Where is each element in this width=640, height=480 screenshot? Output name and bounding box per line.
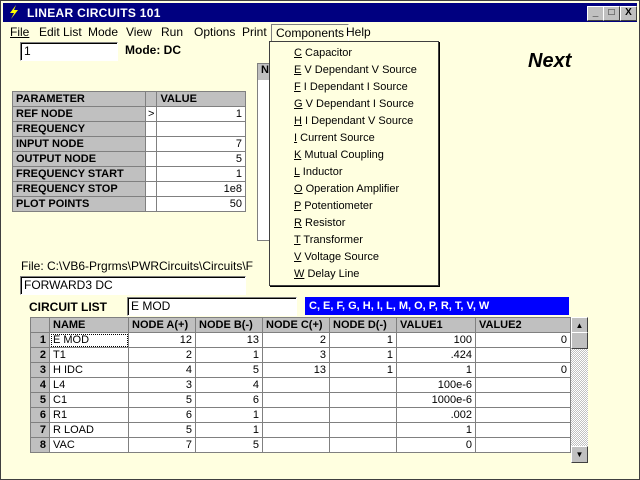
parameter-table [12,91,246,212]
scroll-thumb[interactable] [571,332,588,349]
table-row[interactable]: FREQUENCY STOP 1e8 [13,182,246,197]
hidden-panel-header: N [258,64,272,80]
minimize-button[interactable]: _ [587,6,604,21]
table-row[interactable]: 2 T1 2 1 3 1 .424 [31,348,571,363]
menu-help[interactable]: Help [346,25,371,39]
menu-item-mutual-coupling[interactable]: K Mutual Coupling [294,149,384,161]
param-header: PARAMETER [13,92,146,107]
table-row[interactable]: 5 C1 5 6 1000e-6 [31,393,571,408]
menu-item-inductor[interactable]: L Inductor [294,166,343,178]
circuit-current-field[interactable] [127,297,297,316]
close-button[interactable]: X [620,6,637,21]
table-scrollbar[interactable] [571,317,588,463]
menu-edit-list[interactable]: Edit List [39,25,82,39]
components-dropdown [269,41,439,286]
menu-item-current-source[interactable]: I Current Source [294,132,375,144]
menu-bar [1,23,639,41]
circuit-current-value: E MOD [131,299,171,313]
table-row[interactable]: FREQUENCY START 1 [13,167,246,182]
table-row[interactable]: 3 H IDC 4 5 13 1 1 0 [31,363,571,378]
table-row[interactable]: PLOT POINTS 50 [13,197,246,212]
menu-item-vdvs[interactable]: E V Dependant V Source [294,64,417,76]
file-name-value: FORWARD3 DC [24,278,113,292]
node-input-value: 1 [24,44,31,58]
menu-view[interactable]: View [126,25,152,39]
menu-item-idis[interactable]: F I Dependant I Source [294,81,408,93]
menu-run[interactable]: Run [161,25,184,39]
title-bar [3,3,637,22]
table-row[interactable]: 6 R1 6 1 .002 [31,408,571,423]
table-row[interactable]: 7 R LOAD 5 1 1 [31,423,571,438]
menu-components[interactable]: Components [271,24,349,42]
table-row[interactable]: REF NODE > 1 [13,107,246,122]
row-pointer: > [146,107,157,122]
node-input-field[interactable] [20,42,118,61]
table-row[interactable]: FREQUENCY [13,122,246,137]
app-lightning-icon [7,5,21,19]
table-row[interactable]: 4 L4 3 4 100e-6 [31,378,571,393]
next-button[interactable]: Next [528,50,572,72]
circuit-list-label: CIRCUIT LIST [29,300,107,314]
maximize-button[interactable]: □ [603,6,620,21]
menu-item-delay-line[interactable]: W Delay Line [294,268,360,280]
file-path-label: File: C:\VB6-Prgrms\PWRCircuits\Circuits\F [21,259,254,273]
value-header: VALUE [157,92,246,107]
menu-item-voltage-source[interactable]: V Voltage Source [294,251,380,263]
menu-item-potentiometer[interactable]: P Potentiometer [294,200,373,212]
window-title: LINEAR CIRCUITS 101 [27,6,161,20]
menu-item-capacitor[interactable]: C Capacitor [294,47,353,59]
menu-options[interactable]: Options [194,25,236,39]
menu-mode[interactable]: Mode [88,25,119,39]
file-name-field[interactable] [20,276,246,295]
scroll-up-icon[interactable]: ▲ [571,317,588,334]
scroll-down-icon[interactable]: ▼ [571,446,588,463]
menu-item-vdis[interactable]: G V Dependant I Source [294,98,414,110]
circuit-table: NAME NODE A(+) NODE B(-) NODE C(+) NODE D(-) VALUE1 VALUE2 1 E MOD 12 13 2 1 100 0 2 T1 2 1 3 1 .424 3 H IDC 4 5 13 1 1 0 4 L4 3 4 100e-6 5 C1 5 6 1000e-6 6 R1 6 1 .002 7 R LOAD 5 1 1 8 VAC 7 5 0 [30,317,571,453]
component-letters-bar: C, E, F, G, H, I, L, M, O, P, R, T, V, W [305,297,569,315]
mode-label: Mode: DC [125,43,181,57]
table-row[interactable]: 8 VAC 7 5 0 [31,438,571,453]
menu-item-transformer[interactable]: T Transformer [294,234,363,246]
menu-file[interactable]: File [10,25,30,39]
menu-item-idvs[interactable]: H I Dependant V Source [294,115,414,127]
table-row[interactable]: 1 E MOD 12 13 2 1 100 0 [31,333,571,348]
menu-item-op-amp[interactable]: O Operation Amplifier [294,183,400,195]
table-row[interactable]: INPUT NODE 7 [13,137,246,152]
menu-print[interactable]: Print [242,25,267,39]
menu-item-resistor[interactable]: R Resistor [294,217,346,229]
table-row[interactable]: OUTPUT NODE 5 [13,152,246,167]
